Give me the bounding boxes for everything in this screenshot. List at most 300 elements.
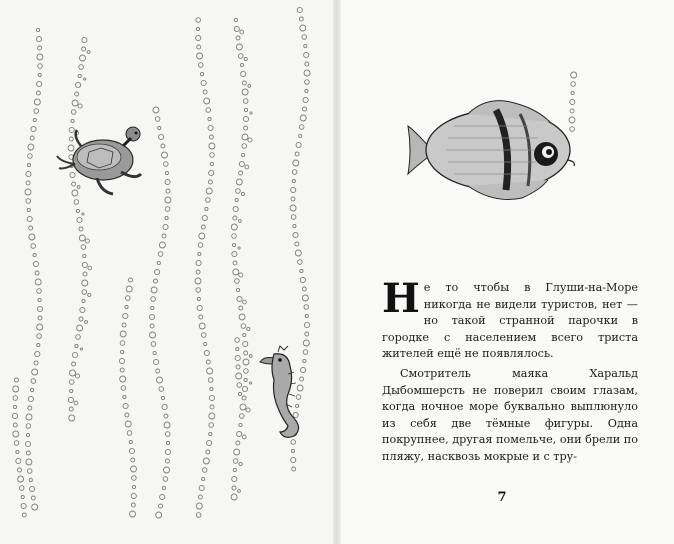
bubble — [79, 227, 83, 231]
bubble — [28, 396, 33, 401]
paragraph-first — [382, 275, 638, 363]
bubble — [71, 119, 74, 122]
bubble — [239, 314, 245, 320]
bubble — [28, 154, 33, 159]
bubble — [125, 413, 129, 417]
bubble — [292, 467, 296, 471]
bubble — [571, 91, 574, 94]
bubble — [71, 110, 76, 115]
bubble — [233, 243, 236, 246]
bubble — [37, 334, 42, 339]
bubble — [37, 306, 42, 311]
bubble — [132, 485, 135, 488]
bubble — [569, 117, 575, 123]
bubble — [240, 63, 243, 66]
bubble — [150, 332, 156, 338]
bubble — [297, 7, 302, 12]
bubble — [235, 198, 238, 201]
bubble — [72, 362, 76, 366]
bubble — [204, 342, 207, 345]
bubble — [70, 370, 76, 376]
bubble — [80, 307, 85, 312]
bubble — [233, 206, 238, 211]
bubble — [33, 261, 38, 266]
bubble — [203, 458, 209, 464]
bubble — [209, 143, 215, 149]
bubble — [26, 171, 31, 176]
bubble — [295, 404, 298, 407]
bubble — [26, 433, 29, 436]
bubble — [34, 109, 39, 114]
bubble — [239, 161, 244, 166]
bubble — [79, 317, 83, 321]
bubble — [29, 234, 35, 240]
bubble — [237, 383, 242, 388]
bubble — [125, 305, 128, 308]
bubble — [235, 279, 240, 284]
bubble — [85, 321, 88, 324]
bubble — [27, 216, 32, 221]
bubble — [201, 80, 206, 85]
bubble — [291, 457, 296, 462]
bubble — [159, 242, 165, 248]
bubble — [198, 252, 201, 255]
bubble — [81, 245, 86, 250]
bubble — [571, 72, 577, 78]
bubble — [242, 153, 245, 156]
bubble — [293, 412, 298, 417]
bubble — [36, 91, 40, 95]
bubble — [239, 220, 242, 223]
bubble — [250, 382, 252, 384]
bubble — [197, 297, 200, 300]
bubble — [295, 250, 301, 256]
bubble — [79, 235, 85, 241]
bubble — [33, 253, 36, 256]
bubble — [80, 348, 82, 350]
bubble — [16, 450, 19, 453]
bubble — [154, 279, 158, 283]
bubble — [120, 331, 126, 337]
bubble — [246, 408, 250, 412]
bubble — [239, 423, 242, 426]
bubble — [209, 170, 214, 175]
bubble — [196, 503, 202, 509]
bubble — [166, 441, 169, 444]
bubble — [127, 431, 132, 436]
bubble — [210, 387, 213, 390]
bubble — [242, 89, 248, 95]
bubble — [29, 486, 34, 491]
bubble — [233, 459, 238, 464]
bubble — [159, 387, 164, 392]
bubble — [35, 271, 39, 275]
bubble — [27, 469, 32, 474]
bubble — [161, 396, 164, 399]
bubble — [88, 266, 92, 270]
bubble — [198, 63, 203, 68]
bubble — [26, 459, 32, 465]
paragraph-second: Смотритель маяка Харальд Дыбомшерсть не поверил своим глазам, когда ночное море буквально выплюнуло из себя две тёмные фигуры. Одна покрупнее, другая помельче, они брели по пляжу, насквозь мокрые и с тру- — [382, 366, 638, 463]
bubble — [156, 369, 160, 373]
bubble — [240, 404, 246, 410]
bubble — [299, 125, 304, 130]
bubble — [13, 423, 17, 427]
bubble — [243, 341, 248, 346]
bubble — [299, 134, 302, 137]
bubble — [239, 273, 243, 277]
bubble — [302, 35, 307, 40]
bubble — [243, 116, 248, 121]
bubble — [208, 180, 212, 184]
bubble — [305, 62, 309, 66]
bubble — [129, 278, 133, 282]
bubble — [29, 226, 33, 230]
bubble — [239, 171, 243, 175]
bubble — [12, 413, 17, 418]
bubble — [123, 403, 128, 408]
bubble — [291, 197, 295, 201]
bubble — [248, 138, 252, 142]
bubble — [34, 99, 40, 105]
bubble — [151, 287, 157, 293]
bubble — [571, 82, 576, 87]
bubble — [239, 462, 242, 465]
bubble — [158, 126, 161, 129]
bubble — [120, 368, 124, 372]
bubble — [292, 179, 295, 182]
bubble — [22, 513, 26, 517]
bubble — [293, 224, 296, 227]
bubble — [243, 99, 248, 104]
bubble — [31, 244, 36, 249]
bubble — [31, 496, 35, 500]
bubble — [234, 449, 240, 455]
bubble — [196, 270, 200, 274]
bubble — [14, 378, 18, 382]
bubble — [131, 466, 137, 472]
bubble — [79, 65, 84, 70]
bubble — [235, 338, 240, 343]
bubble — [159, 134, 164, 139]
bubble — [199, 315, 203, 319]
bubble — [26, 181, 30, 185]
bubble — [38, 316, 42, 320]
bubble — [131, 503, 135, 507]
bubble — [302, 295, 308, 301]
bubble — [303, 97, 308, 102]
bubble — [26, 199, 31, 204]
bubble — [35, 351, 40, 356]
bubble — [72, 182, 76, 186]
bubble — [196, 260, 201, 265]
bubble — [250, 112, 252, 114]
bubble — [233, 216, 237, 220]
bubble — [238, 392, 241, 395]
bubble — [305, 332, 309, 336]
bubble — [207, 368, 213, 374]
bubble — [238, 247, 240, 249]
bubble — [210, 153, 215, 158]
bubble — [162, 152, 168, 158]
story-text — [382, 275, 638, 466]
bubble — [242, 144, 247, 149]
bubble — [238, 490, 241, 493]
bubble — [232, 251, 237, 256]
bubble — [68, 145, 74, 151]
bubble — [37, 289, 42, 294]
bubble — [243, 359, 249, 365]
bubble — [208, 125, 213, 130]
bubble — [38, 73, 41, 76]
bubble — [232, 234, 237, 239]
bubble — [123, 313, 128, 318]
bubble — [304, 70, 310, 76]
bubble — [570, 127, 575, 132]
bubble — [77, 186, 80, 189]
bubble — [13, 405, 16, 408]
bubble — [293, 232, 298, 237]
bubble — [243, 333, 246, 336]
bubble — [210, 405, 214, 409]
bubble — [195, 278, 201, 284]
bubble — [82, 280, 88, 286]
bubble — [165, 449, 170, 454]
bubble — [165, 216, 168, 219]
bubble — [206, 450, 210, 454]
bubble — [208, 378, 213, 383]
page-number: 7 — [497, 490, 507, 505]
bubble — [249, 355, 252, 358]
bubble — [238, 54, 243, 59]
bubble — [78, 104, 82, 108]
bubble — [209, 135, 213, 139]
bubble — [242, 81, 246, 85]
bubble — [75, 344, 78, 347]
bubble — [83, 254, 86, 257]
bubble — [69, 137, 73, 141]
bubble — [129, 448, 134, 453]
bubble — [208, 117, 211, 120]
bubble — [153, 107, 159, 113]
bubble — [245, 165, 249, 169]
bubble — [232, 486, 236, 490]
bubble — [150, 324, 154, 328]
bubble — [204, 98, 210, 104]
bubble — [296, 395, 301, 400]
bubble — [153, 351, 156, 354]
bubble — [131, 458, 135, 462]
bubble — [206, 360, 210, 364]
bubble — [75, 92, 79, 96]
bubble — [210, 162, 213, 165]
bubble — [247, 327, 250, 330]
bubble — [151, 306, 154, 309]
bubble — [293, 160, 299, 166]
bubble — [38, 298, 41, 301]
bubble — [14, 441, 19, 446]
bubble — [74, 200, 79, 205]
bubble — [305, 89, 308, 92]
bubble — [206, 188, 212, 194]
dropcap: Н — [382, 275, 420, 322]
bubble — [68, 397, 73, 402]
bubble — [165, 432, 170, 437]
bubble — [83, 272, 87, 276]
bubble — [120, 341, 125, 346]
bubble — [305, 80, 310, 85]
bubble — [132, 476, 137, 481]
bubble — [243, 300, 247, 304]
bubble — [26, 424, 31, 429]
bubble — [204, 350, 209, 355]
bubble — [70, 172, 75, 177]
bubble — [291, 440, 296, 445]
bubble — [201, 333, 206, 338]
bubble — [231, 494, 237, 500]
bubble — [202, 215, 207, 220]
bubble — [197, 45, 201, 49]
bubble — [233, 269, 239, 275]
bubble — [209, 423, 214, 428]
bubble — [197, 53, 203, 59]
bubble — [166, 189, 170, 193]
bubble — [206, 198, 211, 203]
bubble — [129, 440, 132, 443]
bubble — [162, 404, 167, 409]
bubble — [36, 36, 41, 41]
bubble — [304, 44, 307, 47]
bubble — [126, 286, 132, 292]
bubble — [122, 323, 126, 327]
bubble — [164, 467, 170, 473]
bubble — [72, 352, 77, 357]
bubble — [159, 504, 163, 508]
bubble — [231, 224, 237, 230]
bubble — [236, 189, 241, 194]
bubble — [32, 504, 38, 510]
bubble — [163, 224, 168, 229]
bubble — [240, 414, 245, 419]
bubble — [27, 208, 30, 211]
bubble — [155, 269, 160, 274]
bubble — [296, 142, 301, 147]
bubble — [242, 134, 248, 140]
bubble — [196, 288, 201, 293]
bubble — [201, 225, 205, 229]
bubble — [244, 369, 249, 374]
bubble — [304, 305, 309, 310]
bubble — [234, 26, 239, 31]
bubble — [236, 365, 240, 369]
bubble — [233, 468, 236, 471]
seahorse-icon — [260, 346, 299, 437]
bubble — [298, 260, 303, 265]
bubble — [149, 314, 154, 319]
bubble — [21, 503, 26, 508]
bubble — [291, 449, 294, 452]
bubble — [82, 37, 87, 42]
bubble — [209, 432, 212, 435]
bubble — [69, 127, 74, 132]
bubble — [120, 376, 126, 382]
bubble — [80, 55, 86, 61]
bubble — [570, 99, 575, 104]
bubble — [291, 187, 296, 192]
bubble — [125, 421, 131, 427]
bubble — [38, 64, 43, 69]
bubble — [119, 358, 124, 363]
bubble — [292, 170, 297, 175]
bubble — [197, 305, 202, 310]
bubble — [290, 205, 296, 211]
bubble — [241, 71, 246, 76]
bubble — [299, 17, 303, 21]
bubble — [295, 152, 299, 156]
bubble — [126, 296, 131, 301]
bubble — [161, 144, 165, 148]
bubble — [242, 386, 247, 391]
bubble — [25, 189, 31, 195]
bubble — [203, 90, 207, 94]
bubble — [37, 54, 43, 60]
paragraph-first-text: е то чтобы в Глуши-на-Море никогда не видели туристов, нет — но такой странной парочки в городке с населением всего триста жителей ещё не появлялось. — [382, 281, 638, 361]
bubble — [156, 512, 162, 518]
bubble — [76, 209, 79, 212]
bubble — [31, 379, 36, 384]
bubble — [297, 385, 303, 391]
bubble — [69, 380, 74, 385]
bubble — [165, 171, 168, 174]
bubble — [236, 44, 242, 50]
turtle-icon — [57, 127, 141, 194]
bubble — [303, 350, 308, 355]
bubble — [164, 422, 170, 428]
bubble — [242, 396, 246, 400]
bubble — [236, 36, 240, 40]
bubble — [72, 100, 78, 106]
bubble — [240, 30, 244, 34]
bubble — [244, 57, 247, 60]
bubble — [70, 389, 73, 392]
bubble — [121, 350, 124, 353]
bubble — [300, 269, 303, 272]
bubble — [123, 395, 126, 398]
bubble — [87, 51, 90, 54]
bubble — [304, 322, 309, 327]
bubble — [30, 388, 33, 391]
bubble — [165, 197, 171, 203]
bubble — [26, 451, 30, 455]
bubble — [300, 25, 306, 31]
bubble — [236, 347, 239, 350]
bubble — [151, 342, 156, 347]
bubble — [26, 414, 32, 420]
bubble — [121, 386, 126, 391]
bubble — [32, 369, 38, 375]
bubble — [207, 440, 212, 445]
bubble — [18, 468, 22, 472]
bubble — [196, 513, 201, 518]
bubble — [236, 441, 240, 445]
bubble — [28, 144, 34, 150]
bubble — [13, 386, 19, 392]
bubble — [291, 215, 296, 220]
bubble — [29, 478, 32, 481]
bubble — [236, 373, 242, 379]
bubble — [76, 335, 81, 340]
bubble — [158, 252, 163, 257]
